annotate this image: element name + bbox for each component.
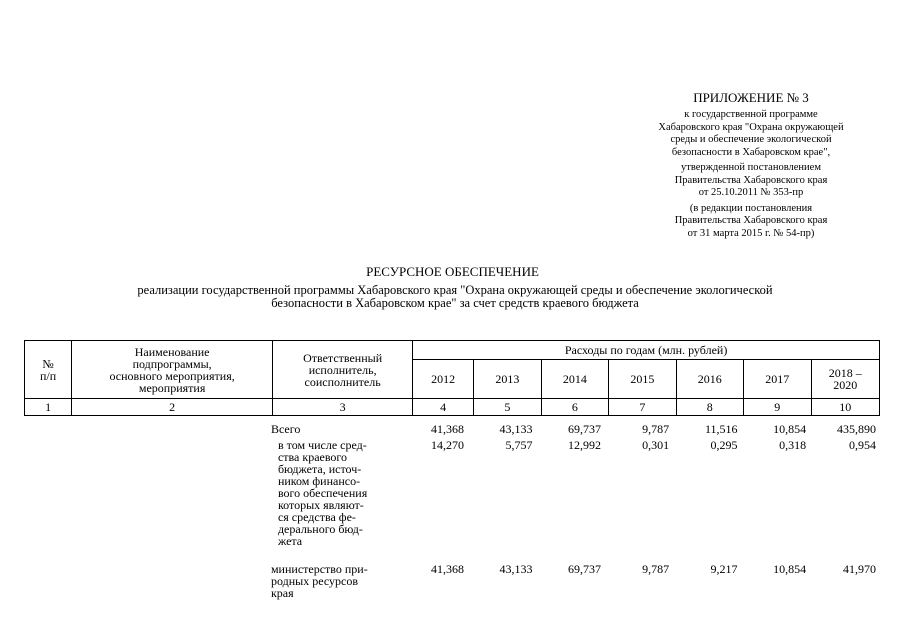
row-value: 10,854 [773,562,807,576]
column-number: 2 [72,399,273,416]
table-row [24,439,880,563]
appendix-line: Хабаровского края "Охрана окружающей [658,121,844,133]
appendix-line: утвержденной постановлением [681,162,821,173]
column-number: 4 [413,399,474,416]
row-value: 43,133 [499,422,533,436]
subtitle-line: реализации государственной программы Хабаровского края "Охрана окружающей среды и обеспечение экологической [137,283,773,297]
subtitle-line: безопасности в Хабаровском крае" за счет средств краевого бюджета [271,296,639,310]
row-value: 43,133 [499,562,533,576]
document-subtitle [60,284,850,310]
header-year: 2017 [744,360,811,399]
document-title: РЕСУРСНОЕ ОБЕСПЕЧЕНИЕ [366,264,539,279]
header-name: Наименование подпрограммы, основного мероприятия, мероприятия [72,341,273,399]
table-row [24,423,880,439]
column-number: 8 [676,399,743,416]
row-value: 14,270 [430,438,464,452]
row-value: 69,737 [567,422,601,436]
row-value: 41,970 [843,562,876,576]
row-value: 69,737 [567,562,601,576]
header-year: 2016 [676,360,743,399]
header-no: № п/п [25,341,72,399]
column-number: 10 [811,399,880,416]
row-value: 9,787 [642,562,670,576]
header-year: 2015 [609,360,676,399]
header-year: 2018 – 2020 [811,360,880,399]
header-year: 2014 [541,360,608,399]
row-value: 9,217 [710,562,738,576]
resource-table-body [24,423,880,599]
column-number: 3 [273,399,413,416]
appendix-line: среды и обеспечение экологической [670,134,832,145]
appendix-line: от 31 марта 2015 г. № 54-пр) [687,227,815,239]
row-value: 5,757 [505,438,533,452]
appendix-line: (в редакции постановления [689,202,813,214]
appendix-line: безопасности в Хабаровском крае", [671,146,831,158]
row-value: 41,368 [430,562,464,576]
column-number: 7 [609,399,676,416]
row-value: 41,368 [430,422,464,436]
row-executor: министерство при- родных ресурсов края [270,562,368,600]
row-value: 12,992 [567,438,601,452]
appendix-line: Правительства Хабаровского края [674,215,828,226]
row-value: 10,854 [773,422,807,436]
header-executor: Ответственный исполнитель, соисполнитель [273,341,413,399]
row-value: 0,301 [642,438,670,452]
header-year: 2013 [474,360,541,399]
appendix-line: от 25.10.2011 № 353-пр [698,187,804,198]
appendix-line: Правительства Хабаровского края [674,174,828,186]
row-value: 0,954 [849,438,876,452]
row-value: 435,890 [837,422,876,436]
column-number: 1 [25,399,72,416]
appendix-line: к государственной программе [684,109,818,120]
row-value: 11,516 [704,422,738,436]
row-executor: в том числе сред- ства краевого бюджета, источ- ником финансо- вого обеспечения которых являют- ся средства фе- дерального бюд- жета [277,438,368,548]
row-value: 0,295 [710,438,738,452]
table-row [24,563,880,599]
appendix-title: ПРИЛОЖЕНИЕ № 3 [693,90,809,105]
column-number: 9 [744,399,811,416]
row-value: 0,318 [779,438,807,452]
appendix-block [640,90,862,240]
row-value: 9,787 [642,422,670,436]
column-number: 5 [474,399,541,416]
header-spending: Расходы по годам (млн. рублей) [413,341,880,360]
resource-table-header [24,340,880,416]
column-number: 6 [541,399,608,416]
header-year: 2012 [413,360,474,399]
row-executor: Всего [270,422,301,436]
